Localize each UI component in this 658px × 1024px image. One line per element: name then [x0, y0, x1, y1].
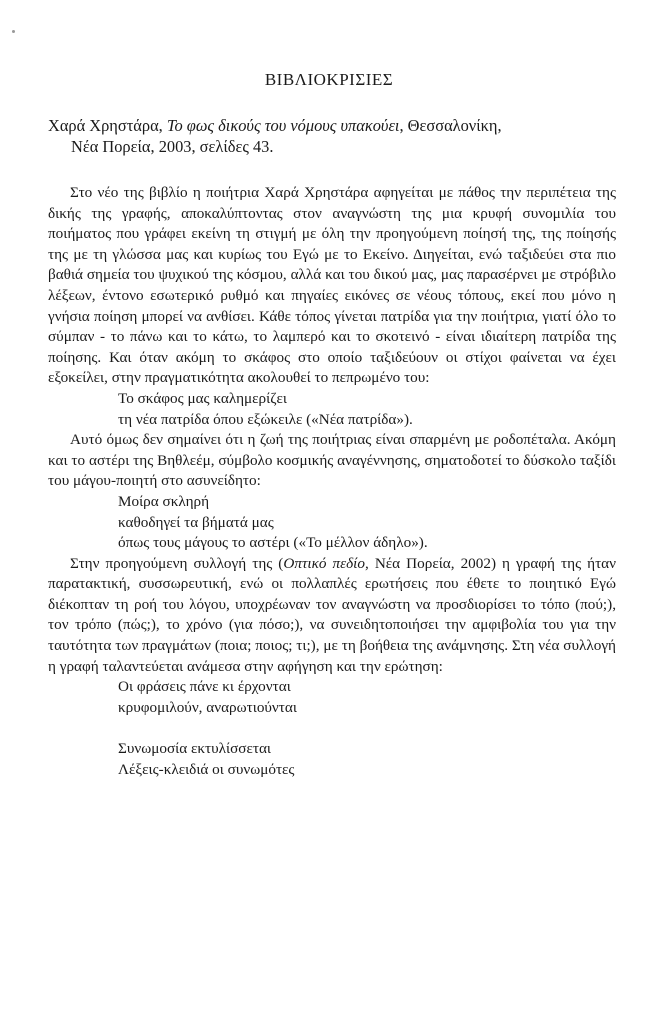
- verse-line: τη νέα πατρίδα όπου εξώκειλε («Νέα πατρίδα»).: [118, 410, 413, 428]
- paragraph-1: Στο νέο της βιβλίο η ποιήτρια Χαρά Χρηστάρα αφηγείται με πάθος την περιπέτεια της δικής της γραφής, αποκαλύπτοντας στον αναγνώστη της μια κρυφή συνομιλία του ποιήματος που γράφει εκείνη τη στιγμή με όλη την προηγούμενη ποίησή της, της ποίησής της με τη γλώσσα μας και κυρίως του Εγώ με το Εκείνο. Διηγείται, ενώ ταξιδεύει στα πιο βαθιά σημεία του ψυχικού της κόσμου, αλλά και του δικού μας, μας παρασέρνει με στρόβιλο λέξεων, έντονο εσωτερικό ρυθμό και πηγαίες εικόνες σε νέους τόπους, εκεί που μόνο η γνήσια ποίηση μπορεί να ανθίσει. Κάθε τόπος γίνεται πατρίδα για την ποιήτρια, γιατί όλο το σύμπαν - το πάνω και το κάτω, το λαμπερό και το σκοτεινό - είναι ιδιαίτερη πατρίδα της ποίησης. Και όταν ακόμη το σκάφος στο οποίο ταξιδεύουν οι στίχοι φαίνεται να έχει εξοκείλει, στην πραγματικότητα ακολουθεί το πεπρωμένο του:: [48, 184, 616, 387]
- verse-line: Συνωμοσία εκτυλίσσεται: [118, 740, 271, 758]
- citation-line-1: [48, 115, 616, 136]
- section-title: ΒΙΒΛΙΟΚΡΙΣΙΕΣ: [264, 70, 394, 89]
- verse-line: όπως τους μάγους το αστέρι («Το μέλλον άδηλο»).: [118, 534, 428, 552]
- verse-line: Μοίρα σκληρή: [118, 492, 210, 510]
- citation-book-title: Το φως δικούς του νόμους υπακούει: [166, 116, 400, 135]
- scan-speck: [12, 30, 15, 33]
- book-citation: [48, 115, 616, 157]
- citation-place: , Θεσσαλονίκη,: [399, 116, 502, 135]
- paragraph-3-rest: , Νέα Πορεία, 2002) η γραφή της ήταν παρατακτική, συσσωρευτική, ενώ οι πολλαπλές ερωτήσεις που έθετε το ποιητικό Εγώ διέκοπταν τη ροή του λόγου, υποχρέωναν τον αναγνώστη να προσδιορίσει το τόπο (πού;), τον τρόπο (πώς;), το χρόνο (για πόσο;), να συνειδητοποιήσει την αμφιβολία του για την ταυτότητα των πραγμάτων (ποια; ποιος; τι;), με τη βοήθεια της ανάμνησης. Στη νέα συλλογή η γραφή ταλαντεύεται ανάμεσα στην αφήγηση και την ερώτηση:: [48, 554, 616, 675]
- paragraph-2: Αυτό όμως δεν σημαίνει ότι η ζωή της ποιήτριας είναι σπαρμένη με ροδοπέταλα. Ακόμη και το αστέρι της Βηθλεέμ, σύμβολο κοσμικής αναγέννησης, σηματοδοτεί το δύσκολο ταξίδι του μάγου-ποιητή στο ασυνείδητο:: [48, 431, 616, 490]
- cited-book-title: Οπτικό πεδίο: [283, 554, 365, 572]
- paragraph-3-start: Στην προηγούμενη συλλογή της (: [70, 554, 284, 572]
- citation-author: Χαρά Χρηστάρα,: [48, 116, 163, 135]
- verse-line: Οι φράσεις πάνε κι έρχονται: [118, 678, 291, 696]
- stanza-break: [48, 718, 616, 739]
- paragraph-3: [48, 554, 616, 678]
- verse-line: Το σκάφος μας καλημερίζει: [118, 389, 287, 407]
- review-body: [48, 183, 616, 780]
- verse-line: κρυφομιλούν, αναρωτιούνται: [118, 698, 297, 716]
- citation-line-2: Νέα Πορεία, 2003, σελίδες 43.: [71, 137, 274, 156]
- verse-line: καθοδηγεί τα βήματά μας: [118, 513, 274, 531]
- verse-line: Λέξεις-κλειδιά οι συνωμότες: [118, 760, 295, 778]
